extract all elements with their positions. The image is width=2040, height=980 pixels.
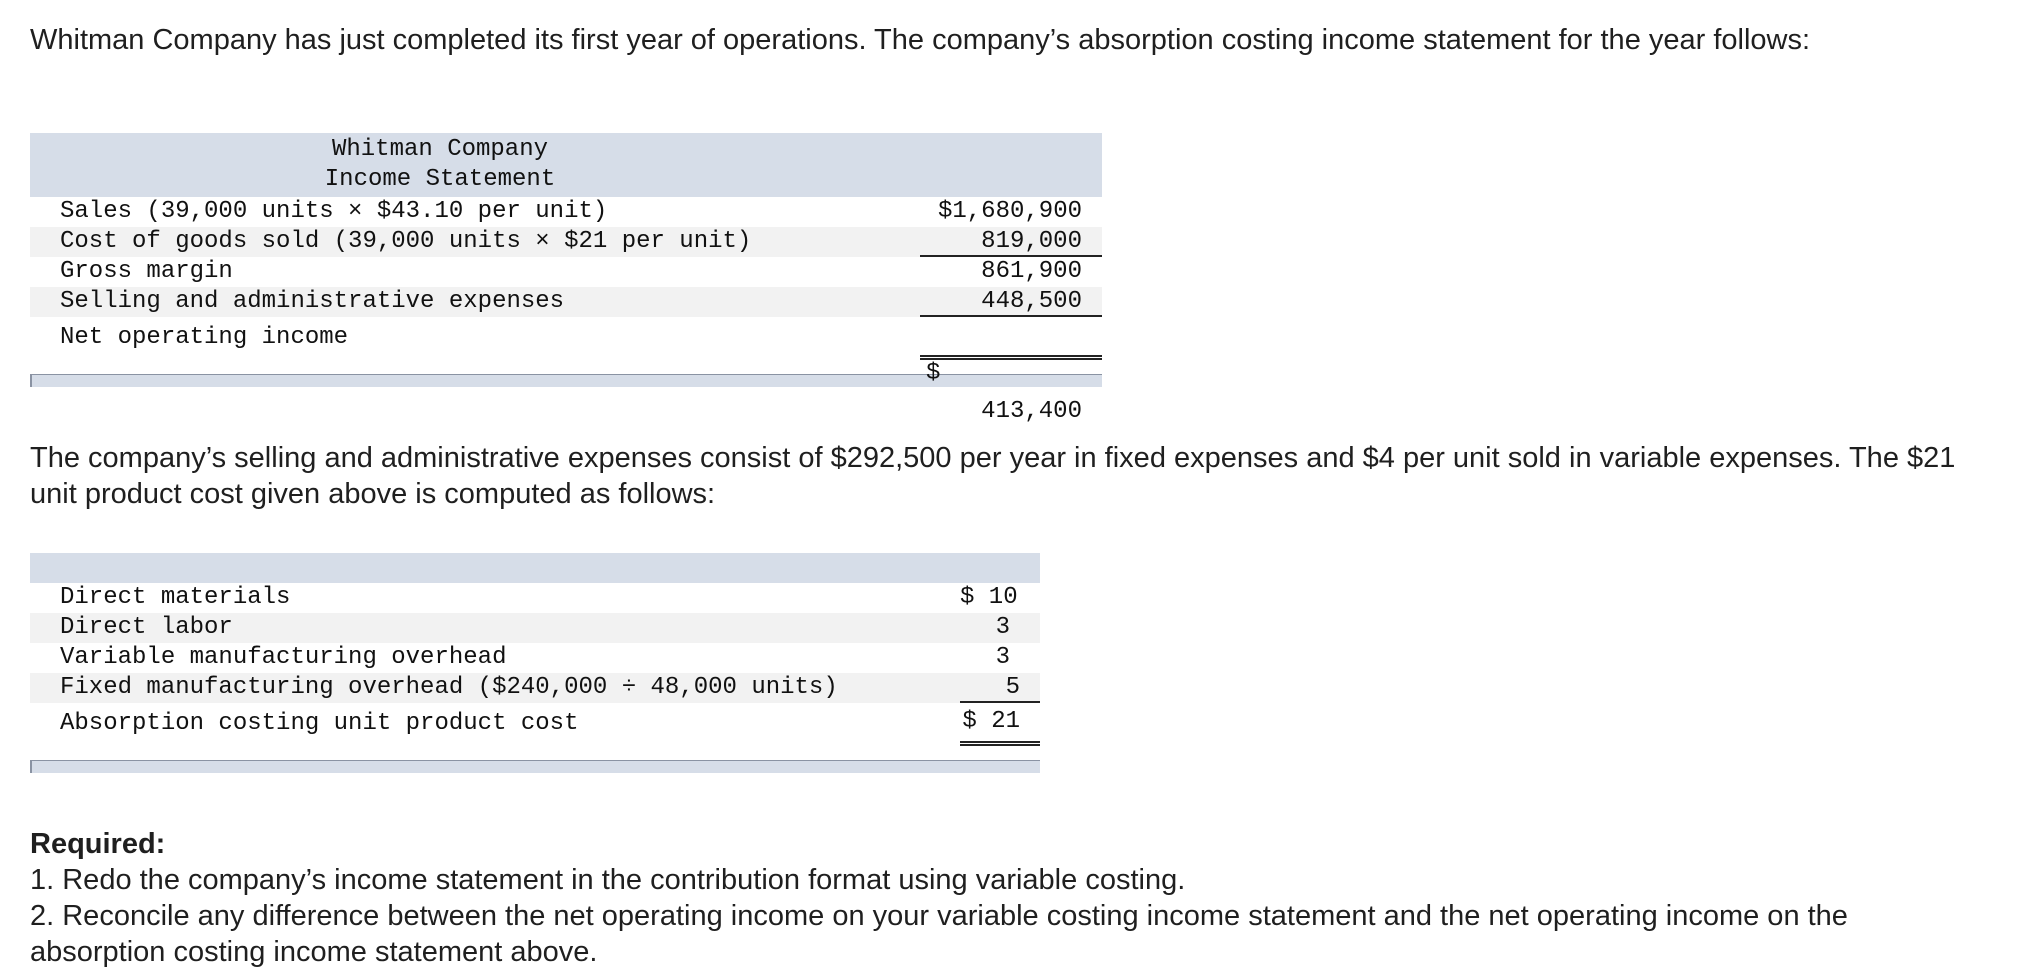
row-label: Direct labor [60,614,233,641]
row-label: Direct materials [60,584,291,611]
statement-row-sga [30,287,1102,317]
row-value [920,317,1102,425]
row-value-text: 5 [1005,674,1020,701]
unit-cost-table [30,553,1040,773]
row-value: $1,680,900 [937,198,1082,225]
row-label: Cost of goods sold (39,000 units × $21 per unit) [60,228,752,255]
row-label: Variable manufacturing overhead [60,644,507,671]
statement-title: Income Statement [324,166,556,193]
statement-row-sales [30,197,1102,227]
row-value: $ 10 [960,584,1018,611]
middle-paragraph: The company’s selling and administrative expenses consist of $292,500 per year in fixed expenses and $4 per unit sold in variable expenses. The $21 unit product cost given above is computed as follows: [30,442,1956,510]
row-label: Absorption costing unit product cost [60,710,579,737]
row-value [960,703,1040,746]
row-value [920,227,1102,257]
unit-cost-row-vmoh [30,643,1040,673]
income-statement-table [30,133,1102,425]
dollar-sign: $ [926,360,941,387]
row-value: 3 [995,614,1010,641]
row-value [920,287,1102,317]
statement-header [30,133,1102,197]
unit-cost-row-dl [30,613,1040,643]
row-label: Gross margin [60,258,233,285]
statement-footer-band [30,374,1102,387]
statement-row-gross-margin [30,257,1102,287]
required-section [30,826,1970,970]
required-title: Required: [30,828,166,860]
unit-cost-row-fmoh [30,673,1040,703]
row-value-text: 819,000 [981,228,1082,255]
row-value-text: 413,400 [981,398,1082,425]
unit-cost-row-total [30,703,1040,745]
statement-row-net-income [30,317,1102,425]
row-value-text: $ 21 [962,708,1020,735]
row-value [960,673,1040,703]
row-value-text: 448,500 [981,288,1082,315]
row-label: Selling and administrative expenses [60,288,565,315]
required-item-2: 2. Reconcile any difference between the net operating income on your variable costing income statement and the net operating income on the absorption costing income statement above. [30,900,1848,968]
unit-cost-footer-band [30,760,1040,773]
row-label: Net operating income [60,324,349,351]
row-value: 861,900 [981,258,1082,285]
unit-cost-header-band [30,553,1040,583]
intro-paragraph: Whitman Company has just completed its first year of operations. The company’s absorption costing income statement for the year follows: [30,24,1811,56]
statement-row-cogs [30,227,1102,257]
row-label: Fixed manufacturing overhead ($240,000 ÷ 48,000 units) [60,674,838,701]
row-label: Sales (39,000 units × $43.10 per unit) [60,198,608,225]
statement-company-name: Whitman Company [331,136,549,163]
row-value: 3 [995,644,1010,671]
unit-cost-row-dm [30,583,1040,613]
required-item-1: 1. Redo the company’s income statement in the contribution format using variable costing. [30,864,1186,896]
